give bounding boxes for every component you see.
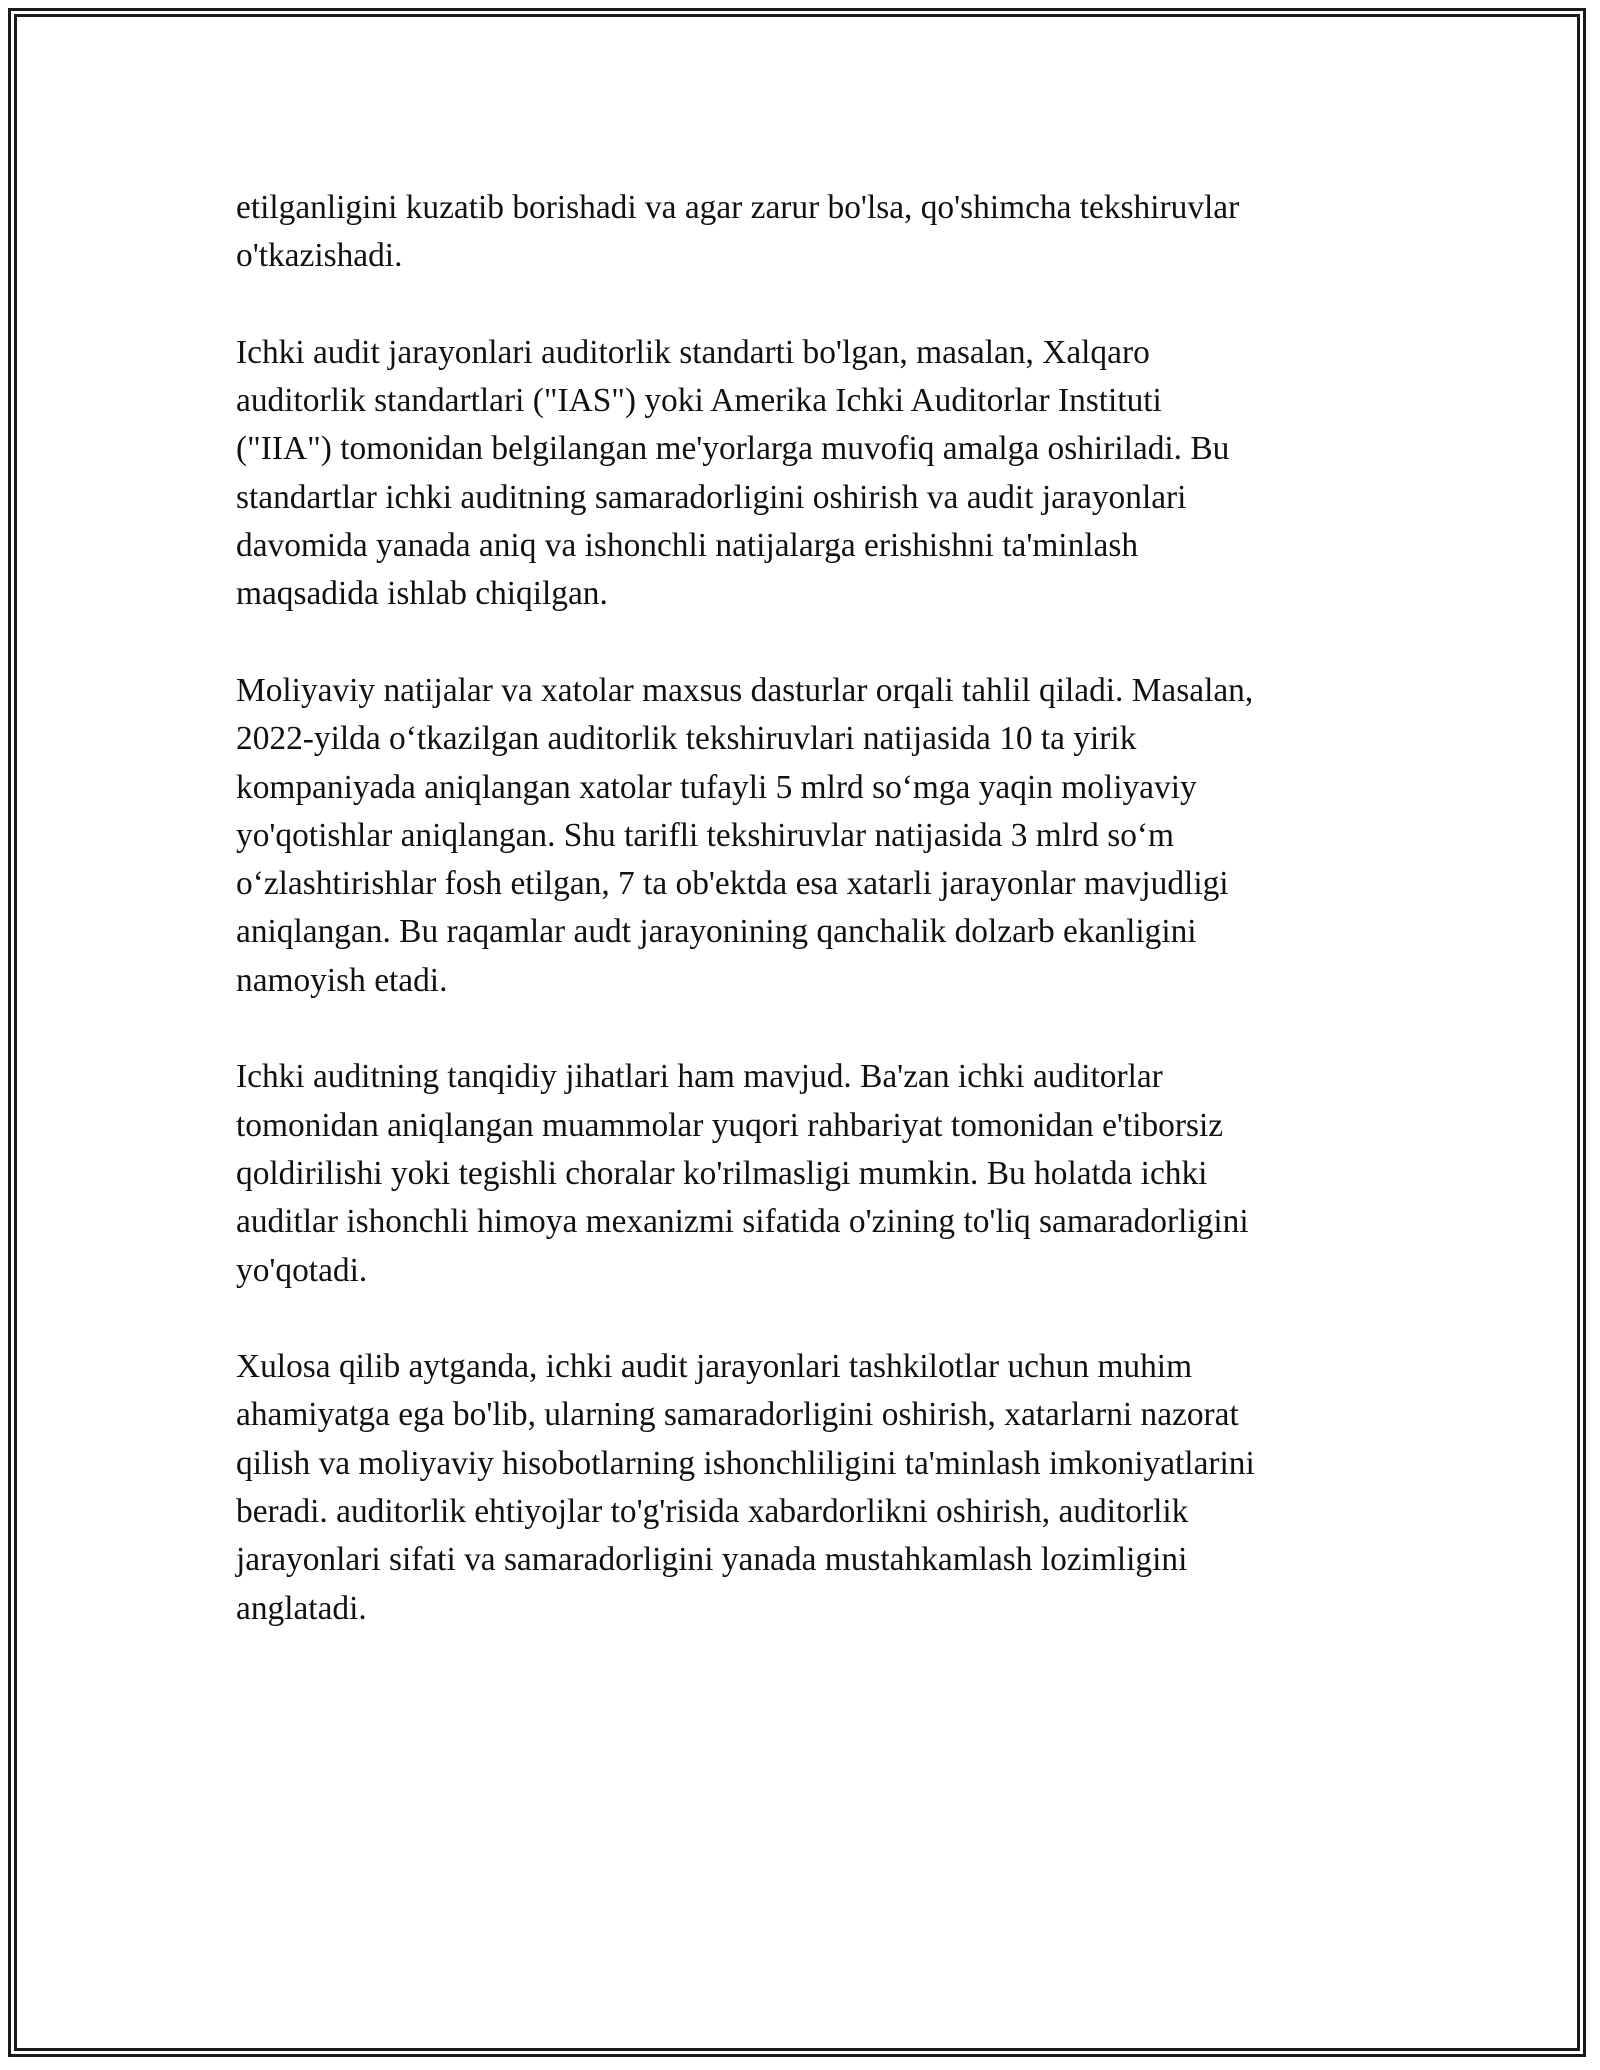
paragraph-4: Ichki auditning tanqidiy jihatlari ham mavjud. Ba'zan ichki auditorlar tomonidan aniqlangan muammolar yuqori rahbariyat tomonidan e'tiborsiz qoldirilishi yoki tegishli choralar ko'rilmasligi mumkin. Bu holatda ichki auditlar ishonchli himoya mexanizmi sifatida o'zining to'liq samaradorligini yo'qotadi.	[236, 1058, 1249, 1289]
paragraph-3: Moliyaviy natijalar va xatolar maxsus dasturlar orqali tahlil qiladi. Masalan, 2022-yilda o‘tkazilgan auditorlik tekshiruvlari natijasida 10 ta yirik kompaniyada aniqlangan xatolar tufayli 5 mlrd so‘mga yaqin moliyaviy yo'qotishlar aniqlangan. Shu tarifli tekshiruvlar natijasida 3 mlrd so‘m o‘zlashtirishlar fosh etilgan, 7 ta ob'ektda esa xatarli jarayonlar mavjudligi aniqlangan. Bu raqamlar audt jarayonining qanchalik dolzarb ekanligini namoyish etadi.	[236, 671, 1254, 999]
paragraph-2: Ichki audit jarayonlari auditorlik standarti bo'lgan, masalan, Xalqaro auditorlik standartlari ("IAS") yoki Amerika Ichki Auditorlar Instituti ("IIA") tomonidan belgilangan me'yorlarga muvofiq amalga oshiriladi. Bu standartlar ichki auditning samaradorligini oshirish va audit jarayonlari davomida yanada aniq va ishonchli natijalarga erishishni ta'minlash maqsadida ishlab chiqilgan.	[236, 333, 1230, 613]
paragraph-1: etilganligini kuzatib borishadi va agar zarur bo'lsa, qo'shimcha tekshiruvlar o'tkazishadi.	[236, 189, 1240, 275]
document-body	[236, 184, 1366, 1681]
paragraph-5: Xulosa qilib aytganda, ichki audit jarayonlari tashkilotlar uchun muhim ahamiyatga ega bo'lib, ularning samaradorligini oshirish, xatarlarni nazorat qilish va moliyaviy hisobotlarning ishonchliligini ta'minlash imkoniyatlarini beradi. auditorlik ehtiyojlar to'g'risida xabardorlikni oshirish, auditorlik jarayonlari sifati va samaradorligini yanada mustahkamlash lozimligini anglatadi.	[236, 1348, 1255, 1627]
